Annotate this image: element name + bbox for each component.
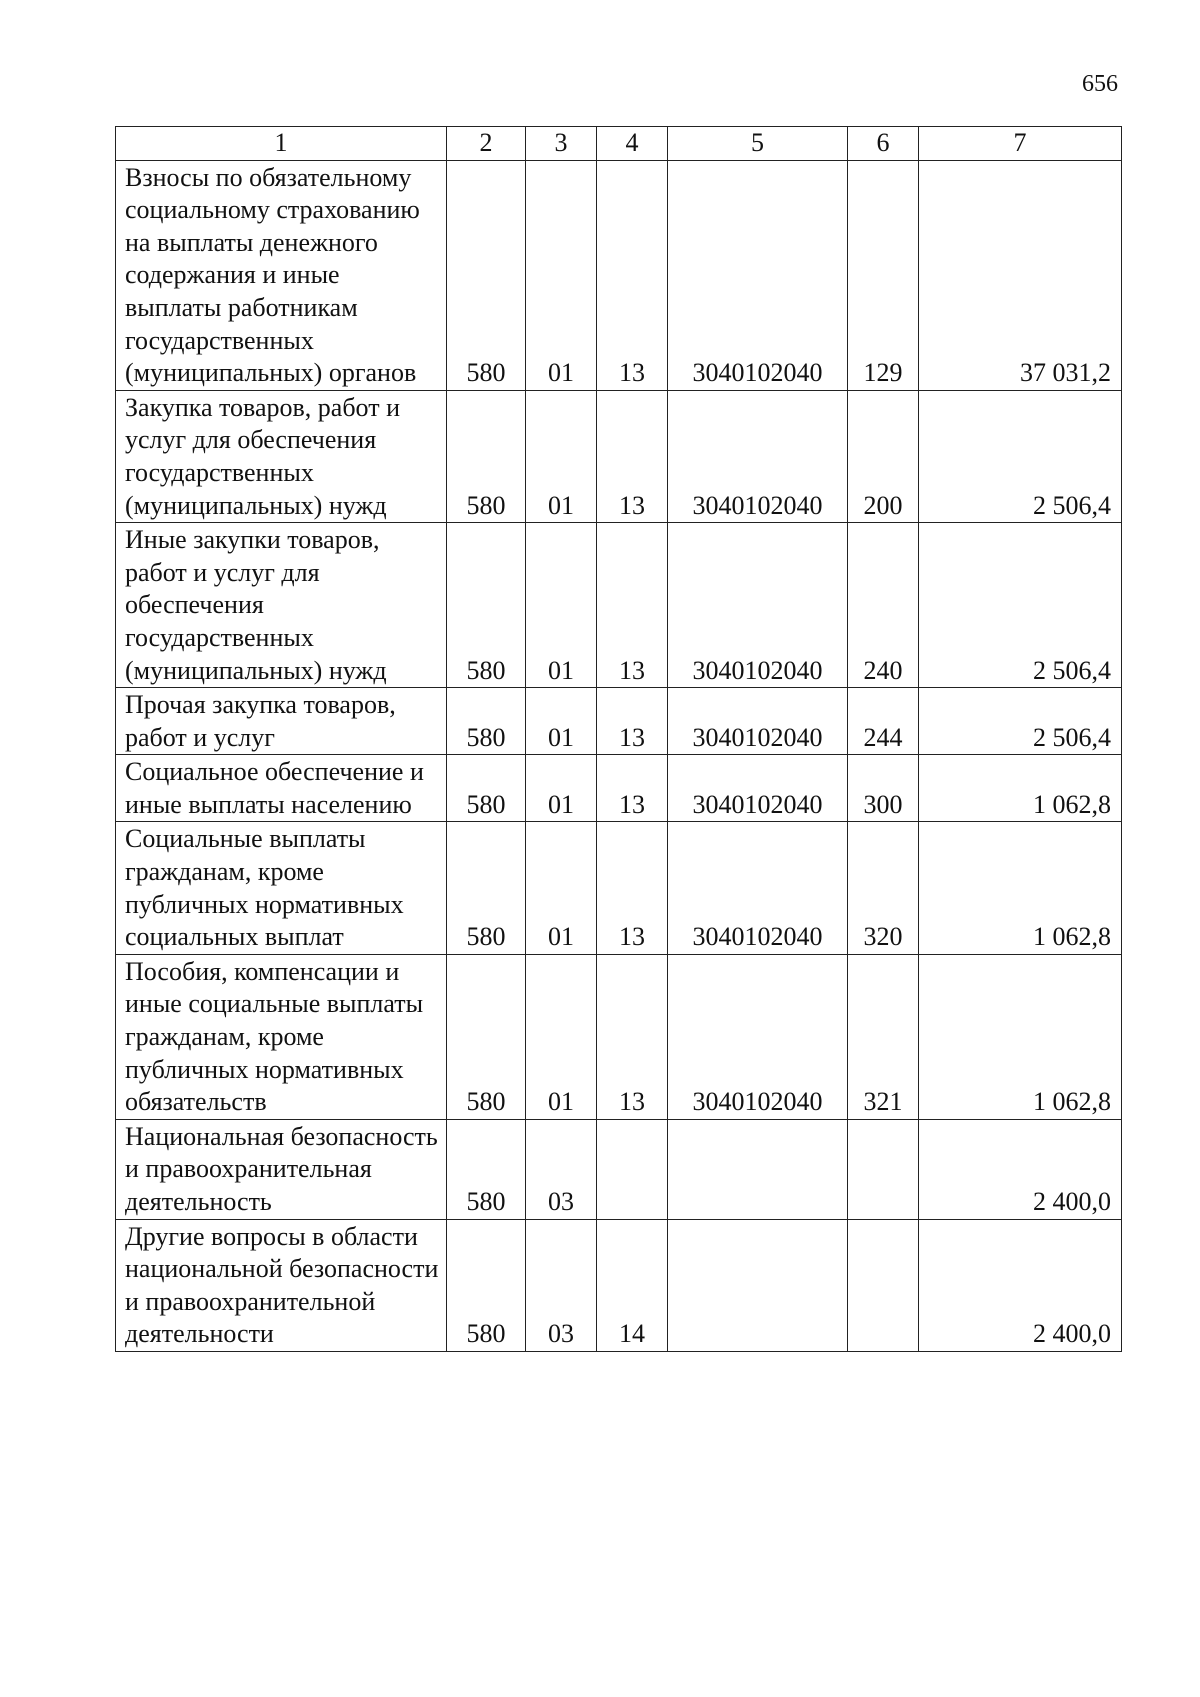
table-row bbox=[116, 954, 1122, 1119]
cell-col2: 580 bbox=[447, 688, 526, 755]
cell-amount: 37 031,2 bbox=[919, 160, 1122, 390]
header-row bbox=[116, 127, 1122, 161]
column-header: 5 bbox=[668, 127, 848, 161]
cell-amount: 1 062,8 bbox=[919, 822, 1122, 954]
table-row bbox=[116, 822, 1122, 954]
cell-amount: 2 400,0 bbox=[919, 1219, 1122, 1351]
cell-col5: 3040102040 bbox=[668, 523, 848, 688]
cell-col4: 13 bbox=[597, 523, 668, 688]
cell-col5: 3040102040 bbox=[668, 688, 848, 755]
cell-col3: 03 bbox=[526, 1219, 597, 1351]
page-number: 656 bbox=[1082, 71, 1118, 97]
cell-col3: 01 bbox=[526, 390, 597, 522]
item-name: Иные закупки товаров, работ и услуг для обеспечения государственных (муниципальных) нужд bbox=[116, 523, 447, 688]
cell-col3: 01 bbox=[526, 954, 597, 1119]
column-header: 2 bbox=[447, 127, 526, 161]
cell-col4: 13 bbox=[597, 160, 668, 390]
cell-col2: 580 bbox=[447, 160, 526, 390]
cell-col4: 13 bbox=[597, 822, 668, 954]
cell-col5: 3040102040 bbox=[668, 390, 848, 522]
cell-col6: 300 bbox=[848, 755, 919, 822]
table-row bbox=[116, 160, 1122, 390]
cell-col3: 01 bbox=[526, 755, 597, 822]
column-header: 7 bbox=[919, 127, 1122, 161]
cell-col5: 3040102040 bbox=[668, 160, 848, 390]
cell-col4: 13 bbox=[597, 755, 668, 822]
cell-col6: 240 bbox=[848, 523, 919, 688]
item-name: Социальные выплаты гражданам, кроме публичных нормативных социальных выплат bbox=[116, 822, 447, 954]
cell-col3: 03 bbox=[526, 1119, 597, 1219]
item-name: Закупка товаров, работ и услуг для обеспечения государственных (муниципальных) нужд bbox=[116, 390, 447, 522]
cell-col6: 129 bbox=[848, 160, 919, 390]
cell-col4: 14 bbox=[597, 1219, 668, 1351]
cell-col6: 200 bbox=[848, 390, 919, 522]
cell-col6: 244 bbox=[848, 688, 919, 755]
table-row bbox=[116, 755, 1122, 822]
cell-col2: 580 bbox=[447, 1119, 526, 1219]
table-row bbox=[116, 523, 1122, 688]
cell-col2: 580 bbox=[447, 822, 526, 954]
cell-col4: 13 bbox=[597, 954, 668, 1119]
cell-col2: 580 bbox=[447, 1219, 526, 1351]
cell-amount: 2 506,4 bbox=[919, 390, 1122, 522]
cell-col6: 320 bbox=[848, 822, 919, 954]
item-name: Взносы по обязательному социальному страхованию на выплаты денежного содержания и иные выплаты работникам государственных (муниципальных) органов bbox=[116, 160, 447, 390]
table-row bbox=[116, 688, 1122, 755]
cell-col2: 580 bbox=[447, 523, 526, 688]
cell-col5 bbox=[668, 1119, 848, 1219]
cell-col6 bbox=[848, 1219, 919, 1351]
cell-amount: 2 506,4 bbox=[919, 688, 1122, 755]
column-header: 3 bbox=[526, 127, 597, 161]
table-row bbox=[116, 1119, 1122, 1219]
table-row bbox=[116, 390, 1122, 522]
cell-amount: 1 062,8 bbox=[919, 755, 1122, 822]
item-name: Прочая закупка товаров, работ и услуг bbox=[116, 688, 447, 755]
cell-col3: 01 bbox=[526, 822, 597, 954]
cell-col4 bbox=[597, 1119, 668, 1219]
item-name: Пособия, компенсации и иные социальные выплаты гражданам, кроме публичных нормативных обязательств bbox=[116, 954, 447, 1119]
cell-col2: 580 bbox=[447, 954, 526, 1119]
cell-amount: 2 506,4 bbox=[919, 523, 1122, 688]
budget-table bbox=[115, 126, 1122, 1352]
cell-col5: 3040102040 bbox=[668, 755, 848, 822]
cell-amount: 2 400,0 bbox=[919, 1119, 1122, 1219]
item-name: Другие вопросы в области национальной безопасности и правоохранительной деятельности bbox=[116, 1219, 447, 1351]
cell-col3: 01 bbox=[526, 688, 597, 755]
cell-col6 bbox=[848, 1119, 919, 1219]
cell-col6: 321 bbox=[848, 954, 919, 1119]
cell-col3: 01 bbox=[526, 523, 597, 688]
column-header: 6 bbox=[848, 127, 919, 161]
item-name: Национальная безопасность и правоохранительная деятельность bbox=[116, 1119, 447, 1219]
column-header: 4 bbox=[597, 127, 668, 161]
cell-amount: 1 062,8 bbox=[919, 954, 1122, 1119]
column-header: 1 bbox=[116, 127, 447, 161]
cell-col3: 01 bbox=[526, 160, 597, 390]
cell-col4: 13 bbox=[597, 688, 668, 755]
cell-col5: 3040102040 bbox=[668, 822, 848, 954]
table-row bbox=[116, 1219, 1122, 1351]
cell-col5: 3040102040 bbox=[668, 954, 848, 1119]
item-name: Социальное обеспечение и иные выплаты населению bbox=[116, 755, 447, 822]
cell-col4: 13 bbox=[597, 390, 668, 522]
cell-col2: 580 bbox=[447, 390, 526, 522]
cell-col5 bbox=[668, 1219, 848, 1351]
cell-col2: 580 bbox=[447, 755, 526, 822]
